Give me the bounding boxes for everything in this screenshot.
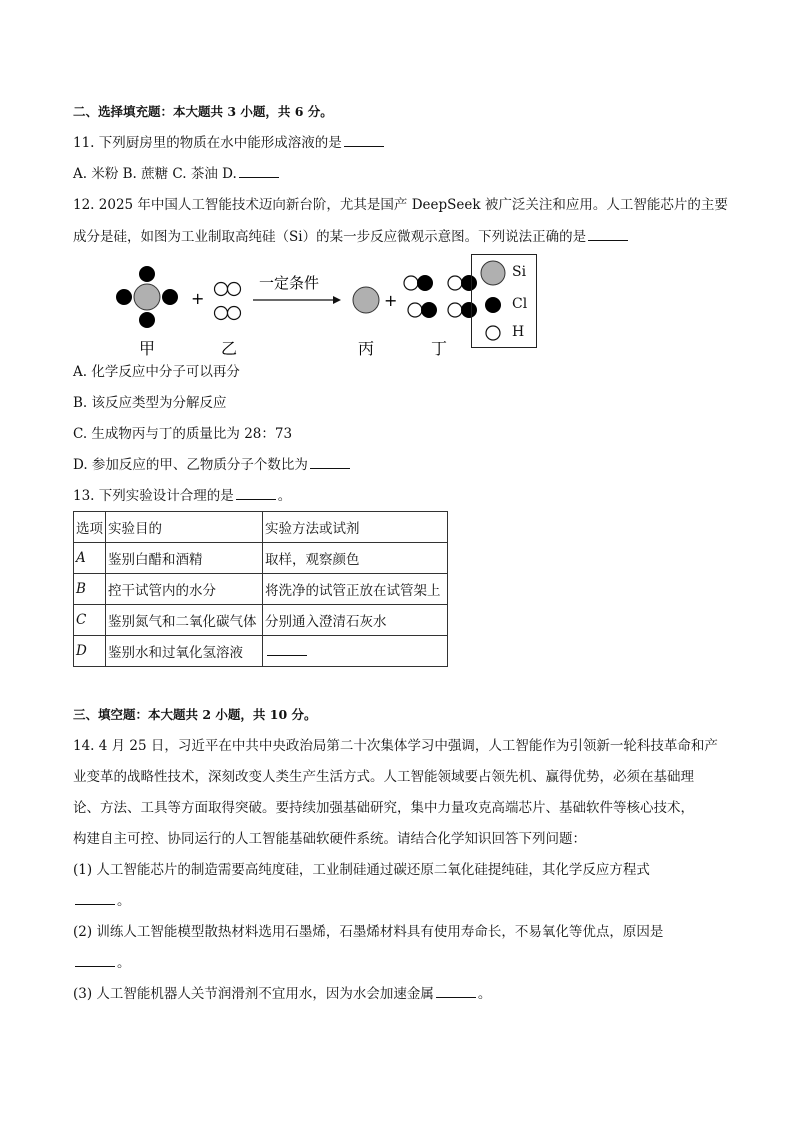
h-atom-icon <box>486 326 500 340</box>
period: 。 <box>117 955 131 971</box>
table-cell: C <box>74 605 106 636</box>
question-11-stem <box>73 134 386 152</box>
q13-stem-text: 13. 下列实验设计合理的是 <box>73 488 234 504</box>
q14-line4: 构建自主可控、协同运行的人工智能基础软硬件系统。请结合化学知识回答下列问题： <box>73 831 586 847</box>
experiment-table <box>73 511 448 667</box>
reaction-condition: 一定条件 <box>259 274 320 292</box>
molecule-ding-icon <box>404 275 477 318</box>
table-answer-cell <box>263 636 448 667</box>
legend-h-label: H <box>512 324 525 340</box>
table-cell: 控干试管内的水分 <box>106 574 263 605</box>
section-3-heading: 三、填空题：本大题共 2 小题，共 10 分。 <box>73 707 317 722</box>
table-row <box>74 605 448 636</box>
section-2-heading: 二、选择填充题：本大题共 3 小题，共 6 分。 <box>73 104 333 119</box>
answer-blank[interactable] <box>344 134 384 147</box>
label-yi: 乙 <box>221 339 238 358</box>
question-13-stem <box>73 487 291 505</box>
table-header-cell: 实验方法或试剂 <box>263 512 448 543</box>
cl-atom-icon <box>485 297 501 313</box>
q14-sub3-text: (3) 人工智能机器人关节润滑剂不宜用水，因为水会加速金属 <box>73 986 434 1002</box>
answer-blank[interactable] <box>75 954 115 967</box>
q12-option-a: A. 化学反应中分子可以再分 <box>73 364 240 380</box>
question-12-stem-line2 <box>73 228 630 246</box>
answer-blank[interactable] <box>310 456 350 469</box>
svg-text:+: + <box>384 291 398 310</box>
arrow-icon <box>333 296 341 304</box>
answer-blank[interactable] <box>436 985 476 998</box>
table-header-cell: 选项 <box>74 512 106 543</box>
molecule-yi-icon <box>215 283 241 320</box>
q14-sub1-answer <box>73 892 131 910</box>
table-header-cell: 实验目的 <box>106 512 263 543</box>
table-cell: D <box>74 636 106 667</box>
q12-option-b: B. 该反应类型为分解反应 <box>73 395 227 411</box>
table-cell: 将洗净的试管正放在试管架上 <box>263 574 448 605</box>
table-row <box>74 636 448 667</box>
legend-si-label: Si <box>512 264 527 280</box>
table-cell: 鉴别水和过氧化氢溶液 <box>106 636 263 667</box>
q14-sub2-answer <box>73 954 131 972</box>
answer-blank[interactable] <box>588 228 628 241</box>
table-cell: 取样，观察颜色 <box>263 543 448 574</box>
label-bing: 丙 <box>358 339 375 358</box>
atom-legend <box>471 254 537 348</box>
q11-options-text: A. 米粉 B. 蔗糖 C. 茶油 D. <box>73 166 237 182</box>
table-header-row <box>74 512 448 543</box>
answer-blank[interactable] <box>267 643 307 656</box>
answer-blank[interactable] <box>75 892 115 905</box>
table-cell: 分别通入澄清石灰水 <box>263 605 448 636</box>
answer-blank[interactable] <box>236 487 276 500</box>
q12-option-c: C. 生成物丙与丁的质量比为 28：73 <box>73 426 293 442</box>
answer-blank[interactable] <box>239 165 279 178</box>
q14-line2: 业变革的战略性技术，深刻改变人类生产生活方式。人工智能领域要占领先机、赢得优势，必须在基础理 <box>73 769 694 785</box>
table-cell: 鉴别氮气和二氧化碳气体 <box>106 605 263 636</box>
q14-sub2: (2) 训练人工智能模型散热材料选用石墨烯，石墨烯材料具有使用寿命长，不易氧化等优点，原因是 <box>73 924 664 940</box>
question-11-options <box>73 165 281 183</box>
q14-sub1: (1) 人工智能芯片的制造需要高纯度硅，工业制硅通过碳还原二氧化硅提纯硅，其化学反应方程式 <box>73 862 650 878</box>
table-cell: 鉴别白醋和酒精 <box>106 543 263 574</box>
molecule-jia-icon <box>116 266 178 328</box>
period: 。 <box>477 986 492 1002</box>
q14-line1: 14. 4 月 25 日，习近平在中共中央政治局第二十次集体学习中强调，人工智能作为引领新一轮科技革命和产 <box>73 738 718 754</box>
label-ding: 丁 <box>431 339 448 358</box>
svg-text:+: + <box>191 289 205 308</box>
molecule-bing-icon <box>353 287 379 313</box>
table-cell: B <box>74 574 106 605</box>
q12-stem-line2-text: 成分是硅，如图为工业制取高纯硅（Si）的某一步反应微观示意图。下列说法正确的是 <box>73 229 587 245</box>
q14-line3: 论、方法、工具等方面取得突破。要持续加强基础研究，集中力量攻克高端芯片、基础软件等核心技术， <box>73 800 694 816</box>
label-jia: 甲 <box>139 339 156 358</box>
q14-sub3 <box>73 985 491 1003</box>
q12-option-d-text: D. 参加反应的甲、乙物质分子个数比为 <box>73 457 308 473</box>
table-cell: A <box>74 543 106 574</box>
period: 。 <box>117 893 131 909</box>
q12-option-d <box>73 456 352 474</box>
table-row <box>74 543 448 574</box>
legend-cl-label: Cl <box>512 296 528 312</box>
period: 。 <box>277 488 292 504</box>
si-atom-icon <box>481 261 505 285</box>
question-12-stem-line1: 12. 2025 年中国人工智能技术迈向新台阶，尤其是国产 DeepSeek 被广泛关注和应用。人工智能芯片的主要 <box>73 197 728 213</box>
table-row <box>74 574 448 605</box>
q11-stem-text: 11. 下列厨房里的物质在水中能形成溶液的是 <box>73 135 342 151</box>
